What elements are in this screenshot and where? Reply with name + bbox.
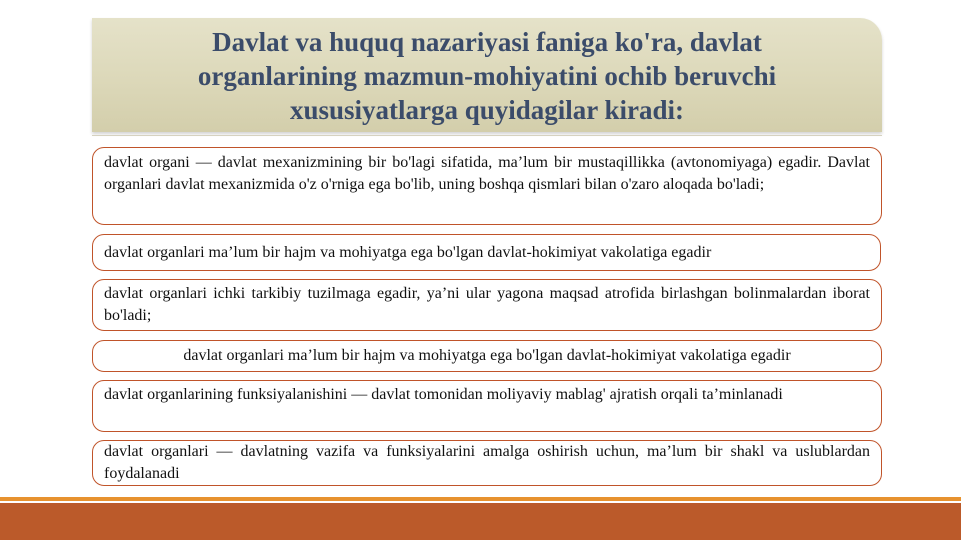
footer-band bbox=[0, 503, 961, 540]
feature-box-4: davlat organlari ma’lum bir hajm va mohiyatga ega bo'lgan davlat-hokimiyat vakolatiga egadir bbox=[92, 340, 882, 372]
feature-box-2: davlat organlari ma’lum bir hajm va mohiyatga ega bo'lgan davlat-hokimiyat vakolatiga egadir bbox=[92, 234, 881, 271]
feature-box-5: davlat organlarining funksiyalanishini — davlat tomonidan moliyaviy mablag' ajratish orqali ta’minlanadi bbox=[92, 380, 882, 432]
feature-box-3: davlat organlari ichki tarkibiy tuzilmaga egadir, ya’ni ular yagona maqsad atrofida birlashgan bolinmalardan iborat bo'ladi; bbox=[92, 279, 882, 331]
title-divider bbox=[92, 135, 882, 136]
title-banner bbox=[92, 18, 882, 132]
feature-box-1: davlat organi — davlat mexanizmining bir bo'lagi sifatida, ma’lum bir mustaqillikka (avtonomiyaga) egadir. Davlat organlari davlat mexanizmida o'z o'rniga ega bo'lib, uning boshqa qismlari bilan o'zaro aloqada bo'ladi; bbox=[92, 147, 882, 225]
feature-box-6: davlat organlari — davlatning vazifa va funksiyalarini amalga oshirish uchun, ma’lum bir shakl va uslublardan foydalanadi bbox=[92, 440, 882, 486]
slide-title: Davlat va huquq nazariyasi faniga ko'ra, davlat organlarining mazmun-mohiyatini ochib beruvchi xususiyatlarga quyidagilar kiradi: bbox=[197, 27, 777, 125]
footer-stripe bbox=[0, 497, 961, 501]
